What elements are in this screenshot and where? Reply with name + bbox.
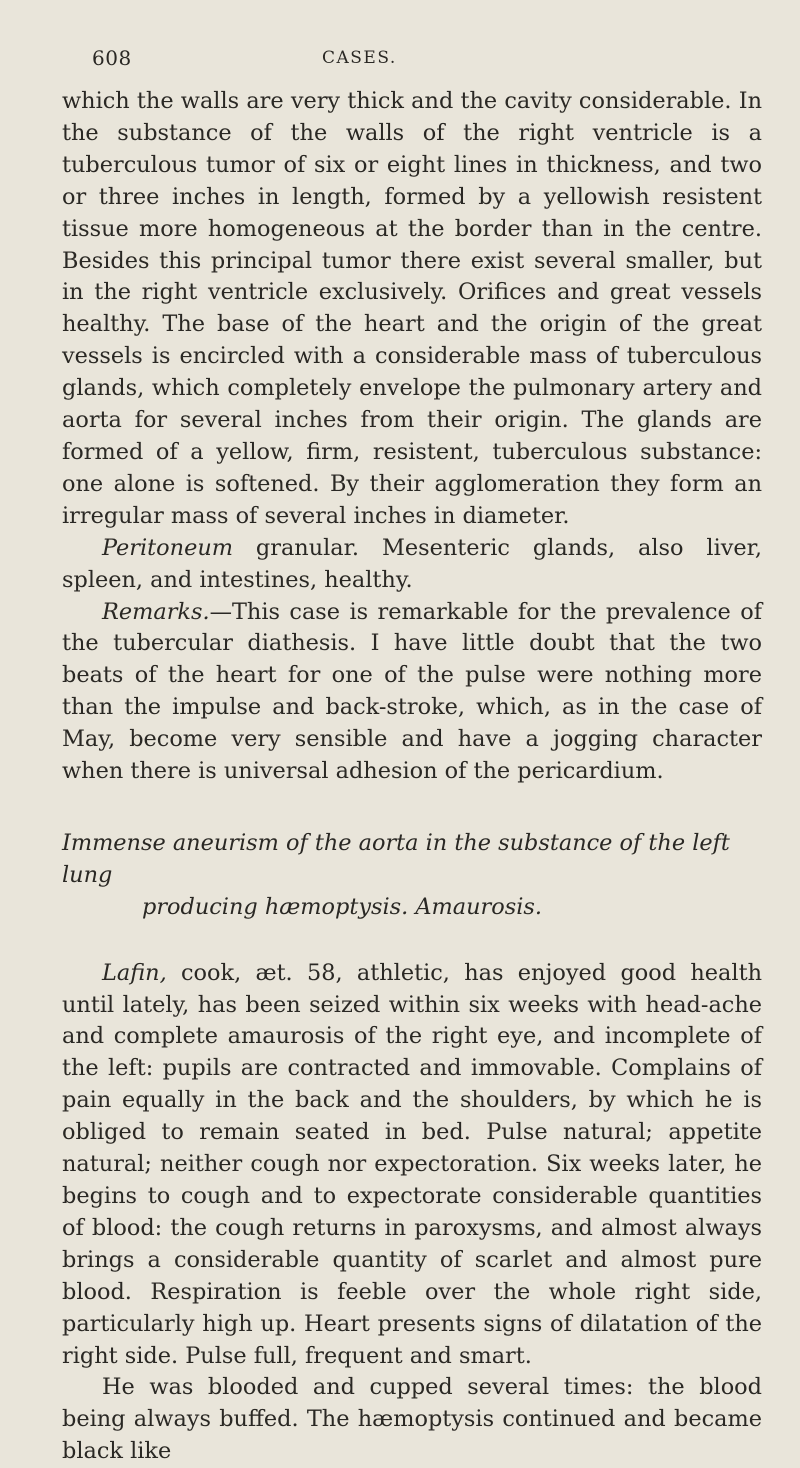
- paragraph-lafin: [62, 958, 762, 1373]
- case-title-line-2: producing hæmoptysis. Amaurosis.: [142, 893, 542, 920]
- running-head: [62, 46, 762, 82]
- paragraph-continuation: which the walls are very thick and the cavity considerable. In the substance of the walls of the right ventricle is a tuberculous tumor of six or eight lines in thickness, and two or three inches in length, formed by a yellowish resistent tissue more homogeneous at the border than in the centre. Besides this principal tumor there exist several smaller, but in the right ventricle exclusively. Orifices and great vessels healthy. The base of the heart and the origin of the great vessels is encircled with a considerable mass of tuberculous glands, which completely envelope the pulmonary artery and aorta for several inches from their origin. The glands are formed of a yellow, firm, resistent, tuberculous substance: one alone is softened. By their agglomeration they form an irregular mass of several inches in diameter.: [62, 88, 762, 529]
- case-title: [62, 828, 762, 924]
- lafin-text: cook, æt. 58, athletic, has enjoyed good health until lately, has been seized within six weeks with head-ache and complete amaurosis of the right eye, and incomplete of the left: pupils are contracted and immovable. Complains of pain equally in the back and the shoulders, by which he is obliged to remain seated in bed. Pulse natural; appetite natural; neither cough nor expectoration. Six weeks later, he begins to cough and to expectorate considerable quantities of blood: the cough returns in paroxysms, and almost always brings a considerable quantity of scarlet and almost pure blood. Respiration is feeble over the whole right side, particularly high up. Heart presents signs of dilatation of the right side. Pulse full, frequent and smart.: [62, 959, 762, 1369]
- remarks-text: —This case is remarkable for the prevalence of the tubercular diathesis. I have little doubt that the two beats of the heart for one of the pulse were nothing more than the impulse and back-stroke, which, as in the case of May, become very sensible and have a jogging character when there is universal adhesion of the pericardium.: [62, 598, 762, 785]
- remarks-lead: Remarks.: [102, 598, 210, 625]
- paragraph-peritoneum: [62, 533, 762, 597]
- section-title: CASES.: [322, 48, 397, 68]
- lafin-lead: Lafin,: [102, 959, 167, 986]
- paragraph-remarks: [62, 597, 762, 788]
- page-number: 608: [92, 46, 132, 70]
- peritoneum-text: granular. Mesenteric glands, also liver, spleen, and intestines, healthy.: [62, 534, 762, 593]
- peritoneum-lead: Peritoneum: [102, 534, 233, 561]
- paragraph-treatment: He was blooded and cupped several times: the blood being always buffed. The hæmoptysis continued and became black like: [62, 1374, 762, 1465]
- case-title-line-1: Immense aneurism of the aorta in the substance of the left lung: [62, 829, 730, 888]
